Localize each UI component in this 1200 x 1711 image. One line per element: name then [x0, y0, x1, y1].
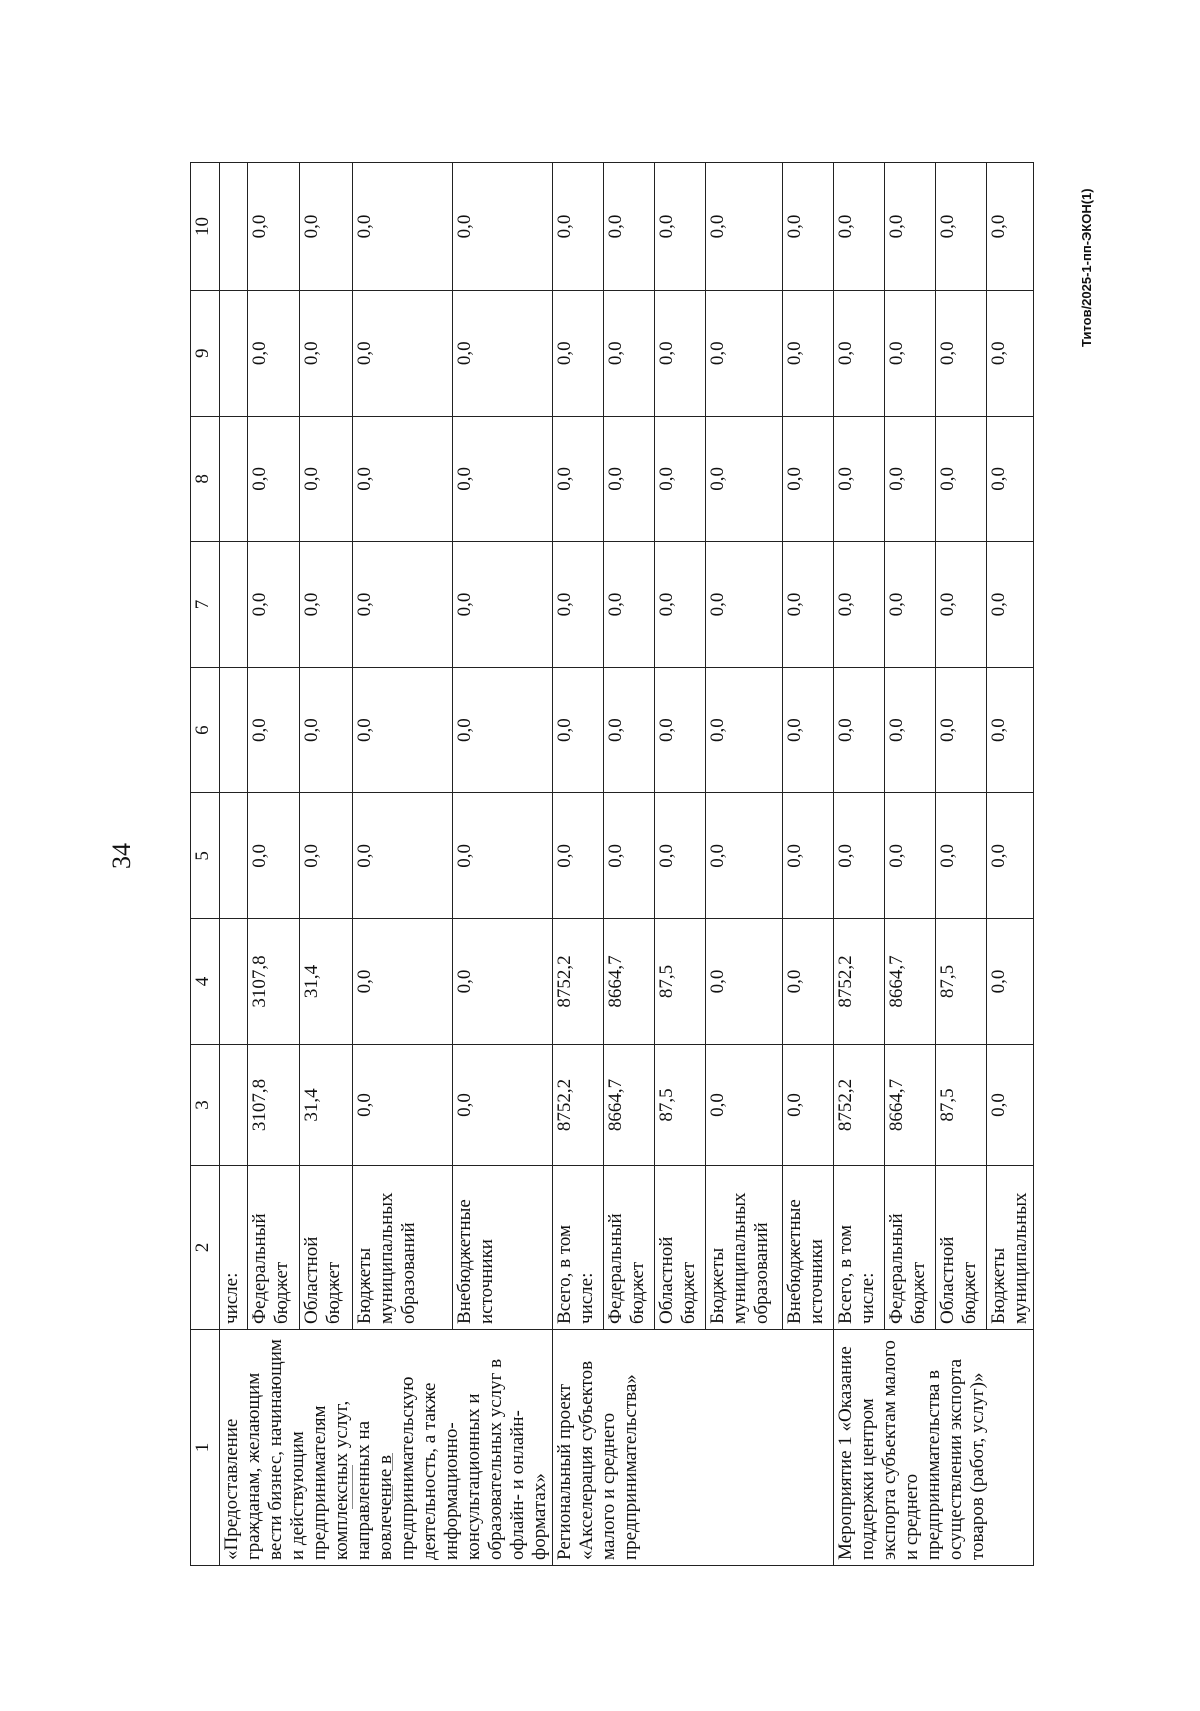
- value-cell: 0,0: [553, 290, 604, 416]
- value-cell: 0,0: [987, 1044, 1034, 1165]
- source-cell: Федеральный бюджет: [885, 1166, 936, 1330]
- value-cell: 0,0: [452, 542, 552, 668]
- value-cell: 0,0: [604, 290, 655, 416]
- value-cell: 0,0: [553, 542, 604, 668]
- source-cell: Внебюджетные источники: [783, 1166, 834, 1330]
- value-cell: 0,0: [352, 1044, 452, 1165]
- value-cell: [220, 919, 248, 1045]
- source-cell: Всего, в том числе:: [553, 1166, 604, 1330]
- value-cell: 0,0: [655, 542, 706, 668]
- value-cell: 8664,7: [885, 1044, 936, 1165]
- value-cell: 8752,2: [834, 1044, 885, 1165]
- value-cell: 0,0: [300, 416, 353, 542]
- value-cell: 0,0: [885, 416, 936, 542]
- header-cell: 2: [191, 1166, 220, 1330]
- value-cell: 0,0: [452, 290, 552, 416]
- value-cell: 0,0: [452, 793, 552, 919]
- value-cell: 0,0: [604, 793, 655, 919]
- header-cell: 10: [191, 163, 220, 291]
- header-cell: 8: [191, 416, 220, 542]
- header-cell: 3: [191, 1044, 220, 1165]
- value-cell: 0,0: [452, 416, 552, 542]
- value-cell: 0,0: [834, 542, 885, 668]
- value-cell: 3107,8: [247, 1044, 300, 1165]
- source-cell: Всего, в том числе:: [834, 1166, 885, 1330]
- value-cell: 0,0: [885, 667, 936, 793]
- value-cell: 0,0: [936, 416, 987, 542]
- value-cell: 0,0: [604, 542, 655, 668]
- value-cell: 0,0: [987, 919, 1034, 1045]
- header-cell: 4: [191, 919, 220, 1045]
- value-cell: 8664,7: [885, 919, 936, 1045]
- value-cell: 0,0: [936, 290, 987, 416]
- value-cell: 0,0: [706, 919, 783, 1045]
- value-cell: 0,0: [834, 667, 885, 793]
- value-cell: 87,5: [936, 1044, 987, 1165]
- table-row: [220, 163, 248, 1566]
- value-cell: [220, 1044, 248, 1165]
- value-cell: 0,0: [885, 793, 936, 919]
- value-cell: 87,5: [936, 919, 987, 1045]
- rotated-table-container: [190, 162, 1110, 1566]
- header-row: [191, 163, 220, 1566]
- source-cell: Бюджеты муниципальных образований: [706, 1166, 783, 1330]
- value-cell: 0,0: [783, 163, 834, 291]
- value-cell: 0,0: [987, 667, 1034, 793]
- value-cell: [220, 416, 248, 542]
- value-cell: 0,0: [783, 667, 834, 793]
- value-cell: [220, 793, 248, 919]
- event-name-cell: «Предоставление гражданам, желающим вести бизнес, начинающим и действующим предпринимателям комплексных услуг, направленных на вовлечение в предпринимательскую деятельность, а также информационно-консультационных и образовательных услуг в офлайн- и онлайн-форматах»: [220, 1329, 553, 1565]
- value-cell: 3107,8: [247, 919, 300, 1045]
- value-cell: 0,0: [783, 919, 834, 1045]
- source-cell: Внебюджетные источники: [452, 1166, 552, 1330]
- value-cell: 0,0: [352, 793, 452, 919]
- table-row: [553, 163, 604, 1566]
- value-cell: 87,5: [655, 1044, 706, 1165]
- value-cell: 0,0: [987, 793, 1034, 919]
- value-cell: 0,0: [300, 542, 353, 668]
- value-cell: 0,0: [655, 290, 706, 416]
- source-cell: Федеральный бюджет: [247, 1166, 300, 1330]
- value-cell: 0,0: [783, 416, 834, 542]
- value-cell: 0,0: [604, 163, 655, 291]
- value-cell: 87,5: [655, 919, 706, 1045]
- value-cell: 0,0: [300, 163, 353, 291]
- value-cell: 0,0: [885, 163, 936, 291]
- value-cell: 0,0: [834, 290, 885, 416]
- value-cell: 0,0: [247, 793, 300, 919]
- value-cell: 0,0: [452, 667, 552, 793]
- value-cell: 0,0: [885, 290, 936, 416]
- value-cell: [220, 542, 248, 668]
- value-cell: 0,0: [834, 163, 885, 291]
- value-cell: 0,0: [604, 416, 655, 542]
- value-cell: 0,0: [452, 163, 552, 291]
- project-name-cell: Региональный проект «Акселерация субъектов малого и среднего предпринимательства»: [553, 1329, 834, 1565]
- value-cell: 0,0: [706, 416, 783, 542]
- value-cell: [220, 163, 248, 291]
- source-cell: Федеральный бюджет: [604, 1166, 655, 1330]
- value-cell: 0,0: [655, 416, 706, 542]
- header-cell: 9: [191, 290, 220, 416]
- value-cell: 0,0: [553, 163, 604, 291]
- value-cell: 0,0: [655, 667, 706, 793]
- value-cell: 0,0: [936, 163, 987, 291]
- value-cell: 0,0: [706, 793, 783, 919]
- value-cell: 0,0: [706, 1044, 783, 1165]
- value-cell: 0,0: [936, 667, 987, 793]
- source-cell: Бюджеты муниципальных: [987, 1166, 1034, 1330]
- value-cell: 0,0: [352, 163, 452, 291]
- value-cell: 0,0: [553, 793, 604, 919]
- funding-table: [190, 162, 1034, 1566]
- value-cell: 0,0: [247, 290, 300, 416]
- value-cell: 0,0: [352, 416, 452, 542]
- value-cell: 0,0: [352, 919, 452, 1045]
- value-cell: 8752,2: [553, 919, 604, 1045]
- value-cell: 0,0: [987, 542, 1034, 668]
- value-cell: [220, 290, 248, 416]
- source-cell: числе:: [220, 1166, 248, 1330]
- value-cell: 0,0: [604, 667, 655, 793]
- header-cell: 6: [191, 667, 220, 793]
- source-cell: Областной бюджет: [936, 1166, 987, 1330]
- header-cell: 7: [191, 542, 220, 668]
- value-cell: 0,0: [655, 793, 706, 919]
- value-cell: 0,0: [936, 542, 987, 668]
- value-cell: 8664,7: [604, 1044, 655, 1165]
- value-cell: 0,0: [247, 416, 300, 542]
- source-cell: Областной бюджет: [300, 1166, 353, 1330]
- value-cell: 0,0: [553, 416, 604, 542]
- value-cell: 0,0: [247, 542, 300, 668]
- value-cell: 8752,2: [553, 1044, 604, 1165]
- value-cell: 0,0: [247, 667, 300, 793]
- value-cell: 8664,7: [604, 919, 655, 1045]
- page-number: 34: [107, 843, 136, 869]
- value-cell: 0,0: [452, 919, 552, 1045]
- value-cell: 0,0: [987, 416, 1034, 542]
- value-cell: 0,0: [885, 542, 936, 668]
- value-cell: 0,0: [783, 542, 834, 668]
- document-code-text: Титов/2025-1-пп-ЭКОН(1): [1079, 188, 1094, 347]
- value-cell: 0,0: [834, 416, 885, 542]
- header-cell: 5: [191, 793, 220, 919]
- value-cell: 0,0: [247, 163, 300, 291]
- value-cell: 31,4: [300, 1044, 353, 1165]
- value-cell: 0,0: [834, 793, 885, 919]
- event-name-cell: Мероприятие 1 «Оказание поддержки центром экспорта субъектам малого и среднего предпринимательства в осуществлении экспорта товаров (работ, услуг)»: [834, 1329, 1034, 1565]
- value-cell: 31,4: [300, 919, 353, 1045]
- value-cell: 0,0: [452, 1044, 552, 1165]
- header-cell: 1: [191, 1329, 220, 1565]
- value-cell: 0,0: [706, 542, 783, 668]
- value-cell: 0,0: [783, 1044, 834, 1165]
- table-row: [834, 163, 885, 1566]
- value-cell: 0,0: [706, 163, 783, 291]
- value-cell: 0,0: [783, 290, 834, 416]
- value-cell: 0,0: [987, 290, 1034, 416]
- value-cell: 0,0: [783, 793, 834, 919]
- source-cell: Бюджеты муниципальных образований: [352, 1166, 452, 1330]
- source-cell: Областной бюджет: [655, 1166, 706, 1330]
- value-cell: 0,0: [300, 290, 353, 416]
- value-cell: 0,0: [655, 163, 706, 291]
- value-cell: 0,0: [352, 542, 452, 668]
- value-cell: 0,0: [300, 793, 353, 919]
- value-cell: 0,0: [706, 667, 783, 793]
- value-cell: 0,0: [936, 793, 987, 919]
- value-cell: 0,0: [352, 667, 452, 793]
- value-cell: 0,0: [987, 163, 1034, 291]
- value-cell: 0,0: [352, 290, 452, 416]
- value-cell: 0,0: [553, 667, 604, 793]
- value-cell: 0,0: [300, 667, 353, 793]
- value-cell: 8752,2: [834, 919, 885, 1045]
- value-cell: 0,0: [706, 290, 783, 416]
- value-cell: [220, 667, 248, 793]
